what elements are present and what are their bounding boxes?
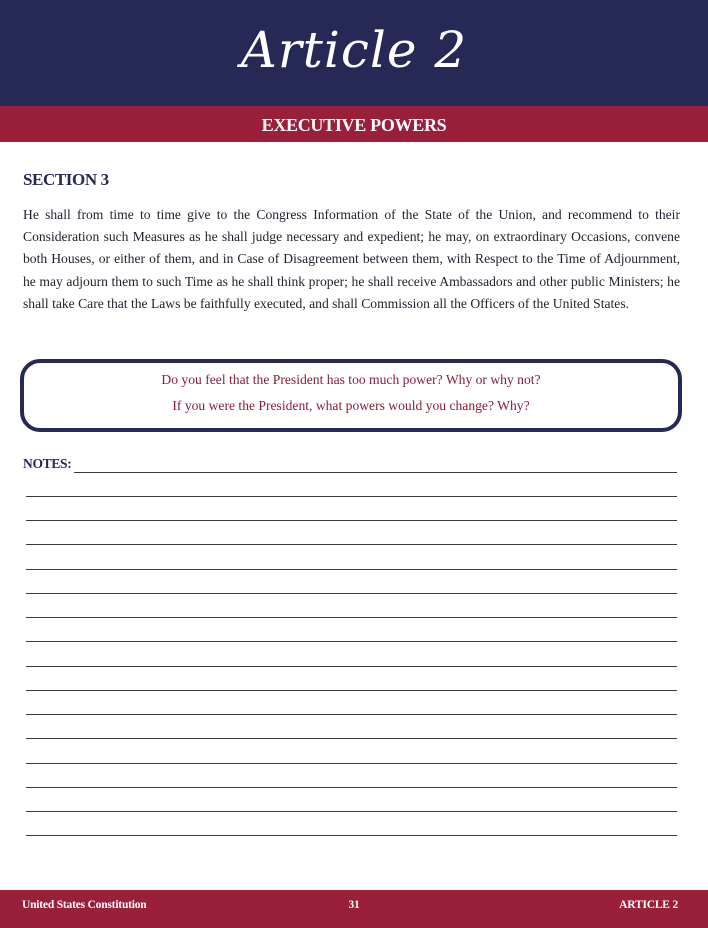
note-line <box>26 666 677 667</box>
section-body: He shall from time to time give to the Congress Information of the State of the Union, and recommend to their Consideration such Measures as he shall judge necessary and expedient; he may, on extraordinary Occasions, convene both Houses, or either of them, and in Case of Disagreement between them, with Respect to the Time of Adjournment, he may adjourn them to such Time as he shall think proper; he shall receive Ambassadors and other public Ministers; he shall take Care that the Laws be faithfully executed, and shall Commission all the Officers of the United States. <box>23 207 680 311</box>
note-line <box>26 569 677 570</box>
subtitle-band <box>0 106 708 142</box>
notes-label: NOTES: <box>23 456 72 471</box>
subtitle: EXECUTIVE POWERS <box>261 115 447 135</box>
note-line <box>26 496 677 497</box>
note-line <box>26 593 677 594</box>
question-2: If you were the President, what powers would you change? Why? <box>172 398 530 413</box>
note-line <box>26 763 677 764</box>
note-line <box>26 617 677 618</box>
footer-page-number: 31 <box>348 899 360 911</box>
note-line <box>26 738 677 739</box>
note-line <box>26 714 677 715</box>
note-line <box>26 544 677 545</box>
footer-document-title: United States Constitution <box>22 899 147 911</box>
note-line <box>26 787 677 788</box>
question-box <box>20 359 682 432</box>
note-line <box>74 472 677 473</box>
article-title: Article 2 <box>240 21 468 79</box>
note-line <box>26 520 677 521</box>
question-1: Do you feel that the President has too much power? Why or why not? <box>161 372 541 387</box>
note-line <box>26 690 677 691</box>
note-line <box>26 835 677 836</box>
note-line <box>26 641 677 642</box>
header-band <box>0 0 708 106</box>
footer-article-label: ARTICLE 2 <box>619 899 678 911</box>
note-line <box>26 811 677 812</box>
footer-band <box>0 890 708 928</box>
section-heading: SECTION 3 <box>23 170 109 189</box>
